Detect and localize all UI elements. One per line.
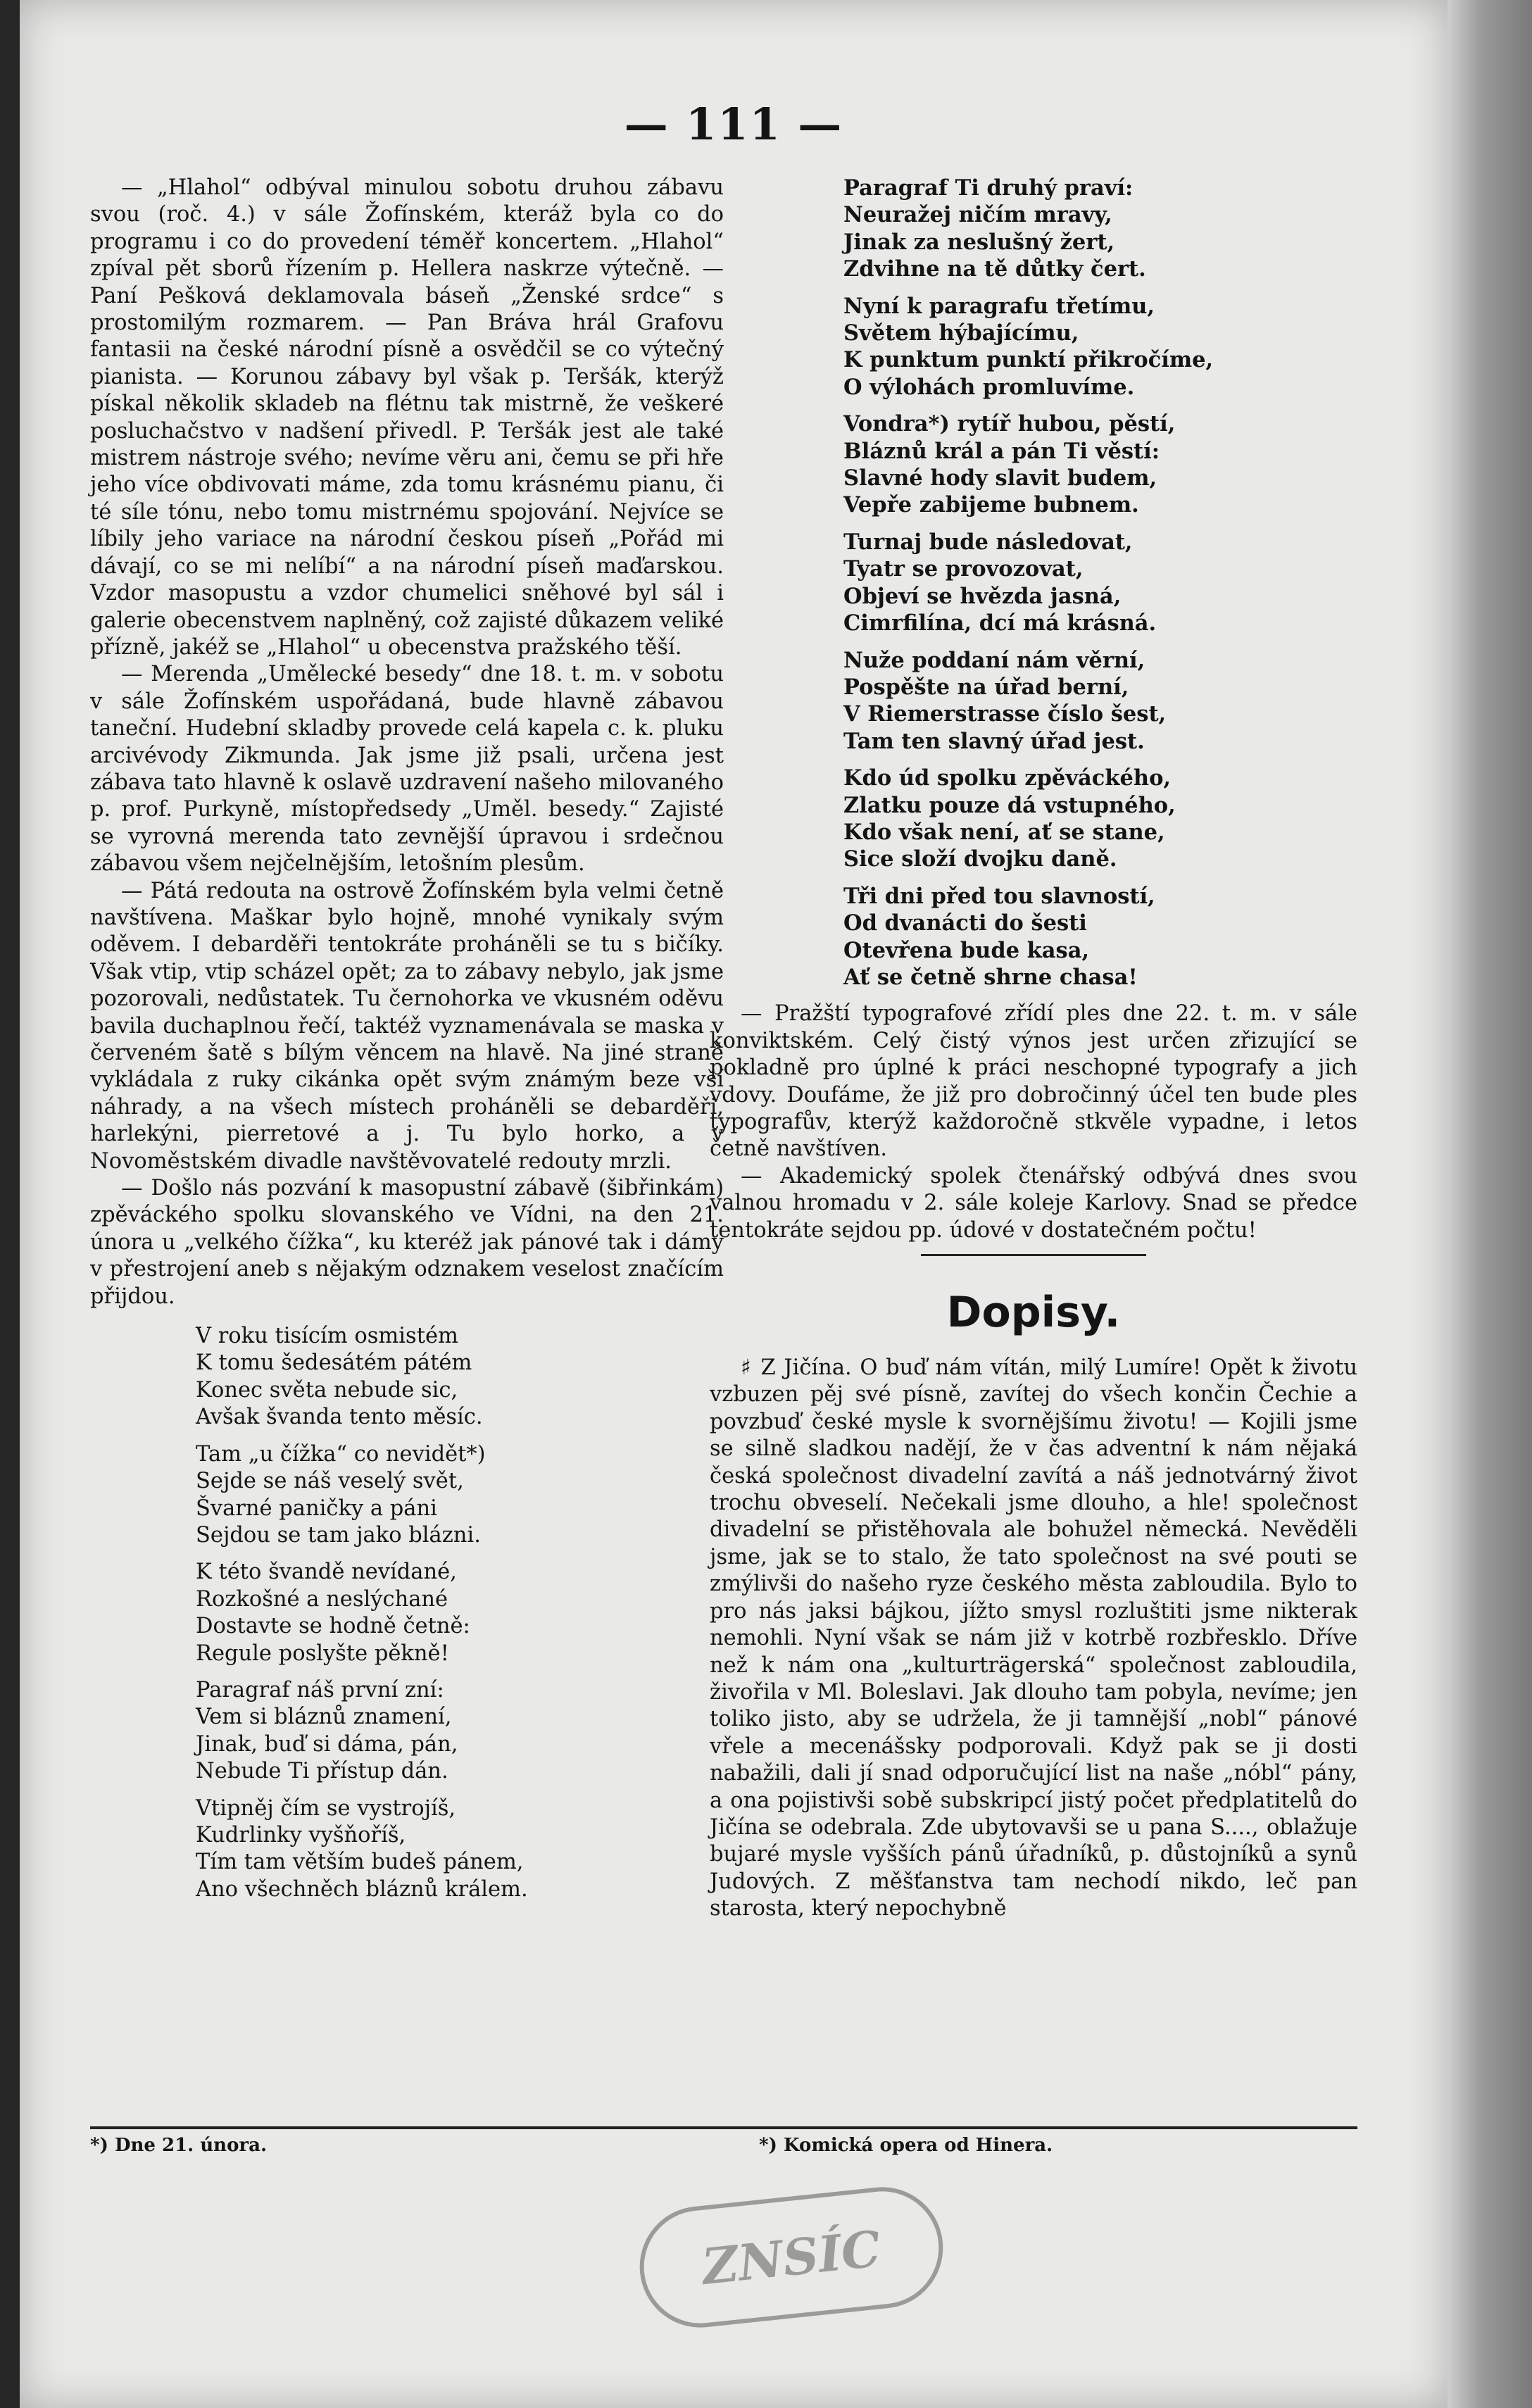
- poem-line: Švarné paničky a páni: [196, 1495, 437, 1521]
- article-redouta: — Pátá redouta na ostrově Žofínském byla velmi četně navštívena. Maškar bylo hojně, mnohé vynikaly svým oděvem. I debarděři tentokráte proháněli se tu s bičíky. Však vtip, vtip scházel opět; za to zábavy nebylo, jak jsme pozorovali, nedůstatek. Tu černohorka ve vkusném oděvu bavila duchaplnou řečí, taktéž vyznamenávala se maska v červeném šatě s bílým věncem na hlavě. Na jiné straně vykládala z ruky cikánka opět svým známým beze vší náhrady, a na všech místech proháněli se debarděři, harlekýni, pierretové a j. Tu bylo horko, a v Novoměstském divadle navštěvovatelé redouty mrzli.: [90, 878, 724, 1174]
- poem-line: Regule poslyšte pěkně!: [196, 1641, 449, 1666]
- poem-line: Nebude Ti přístup dán.: [196, 1759, 448, 1784]
- section-divider: [921, 1254, 1146, 1256]
- section-title-dopisy: Dopisy.: [946, 1288, 1121, 1338]
- poem-line: Jinak, buď si dáma, pán,: [196, 1731, 458, 1757]
- right-column: [710, 175, 1357, 1923]
- poem-line: Sejde se náš veselý svět,: [196, 1469, 464, 1494]
- footnote-rule: [90, 2126, 1357, 2129]
- footnote-right: *) Komická opera od Hinera.: [759, 2135, 1053, 2156]
- poem-line: K této švandě nevídané,: [196, 1560, 457, 1585]
- poem-line: V roku tisícím osmistém: [196, 1324, 458, 1349]
- article-typografove: — Pražští typografové zřídí ples dne 22. t. m. v sále konviktském. Celý čistý výnos jest určen zřizující se pokladně pro úplné k práci neschopné typografy a jich vdovy. Doufáme, že již pro dobročinný účel ten bude ples typografův, kterýž každoročně stkvěle vypadne, i letos četně navštíven.: [710, 1001, 1357, 1162]
- poem-line: K tomu šedesátém pátém: [196, 1350, 472, 1376]
- invitation-poem-part-1: [196, 1323, 724, 1903]
- poem-line: Cimrfilína, dcí má krásná.: [843, 610, 1157, 637]
- library-stamp: ZNSÍC: [634, 2181, 949, 2333]
- poem-line: Paragraf Ti druhý praví:: [843, 175, 1134, 201]
- poem-stanza: [196, 1323, 724, 1431]
- invitation-poem-part-2: [843, 175, 1357, 991]
- poem-line: Zlatku pouze dá vstupného,: [843, 792, 1176, 818]
- scan-edge-right: [1448, 0, 1532, 2408]
- poem-line: Tím tam větším budeš pánem,: [196, 1850, 524, 1875]
- poem-line: Vtipněj čím se vystrojíš,: [196, 1795, 456, 1821]
- poem-line: Vem si bláznů znamení,: [196, 1705, 452, 1730]
- article-invitation: — Došlo nás pozvání k masopustní zábavě (šibřinkám) zpěváckého spolku slovanského ve Vídni, na den 21. února u „velkého čížka“, ku kteréž jak pánové tak i dámy v přestrojení aneb s nějakým odznakem veselost značícím přijdou.: [90, 1176, 724, 1309]
- page-number: — 111 —: [624, 99, 843, 150]
- article-akademicky-spolek: — Akademický spolek čtenářský odbývá dnes svou valnou hromadu v 2. sále koleje Karlovy. Snad se předce tentokráte sejdou pp. údové v dostatečném počtu!: [710, 1163, 1357, 1243]
- poem-stanza: [843, 647, 1357, 755]
- poem-line: Rozkošné a neslýchané: [196, 1586, 448, 1612]
- poem-line: Ano všechněch bláznů králem.: [196, 1876, 528, 1902]
- poem-line: Slavné hody slavit budem,: [843, 465, 1157, 491]
- poem-line: Bláznů král a pán Ti věstí:: [843, 438, 1160, 464]
- poem-stanza: [196, 1559, 724, 1667]
- poem-line: Tyatr se provozovat,: [843, 556, 1084, 582]
- poem-stanza: [843, 175, 1357, 283]
- poem-line: V Riemerstrasse číslo šest,: [843, 701, 1167, 727]
- letter-z-jicina: ♯ Z Jičína. O buď nám vítán, milý Lumíre! Opět k životu vzbuzen pěj své písně, zavítej do všech končin Čechie a povzbuď české mysle k svornějšímu životu! — Kojili jsme se silně sladkou nadějí, že v čas adventní k nám nějaká česká společnost divadelní zavítá a náš jednotvárný život trochu obveselí. Nečekali jsme dlouho, a hle! společnost divadelní se přistěhovala ale bohužel německá. Nevěděli jsme, jak se to stalo, že tato společnost na své pouti se zmýlivši do našeho ryze českého města zabloudila. Bylo to pro nás jaksi bájkou, jížto smysl rozluštiti jsme nikterak nemohli. Nyní však se nám již v kotrbě rozbřesklo. Dříve než k nám ona „kulturträgerská“ společnost zabloudila, živořila v Ml. Boleslavi. Jak dlouho tam pobyla, nevíme; jen toliko jisto, aby se udržela, že ji tamnější „nobl“ pánové vřele a mecenášsky podporovali. Když pak se ji dosti nabažili, dali jí snad odporučující list na naše „nóbl“ pány, a ona pojistivši sobě subskripcí jistý počet předplatitelů do Jičína se odebrala. Zde ubytovavši se u pana S...., oblažuje bujaré mysle vyšších pánů úřadníků, p. důstojníků a synů Judových. Z měšťanstva tam nechodí nikdo, leč pan starosta, který nepochybně: [710, 1355, 1357, 1921]
- poem-line: Zdvihne na tě důtky čert.: [843, 256, 1146, 282]
- poem-stanza: [843, 529, 1357, 637]
- poem-line: Nuže poddaní nám věrní,: [843, 647, 1145, 673]
- poem-line: Paragraf náš první zní:: [196, 1677, 444, 1702]
- poem-line: Od dvanácti do šesti: [843, 910, 1087, 936]
- poem-line: Vondra*) rytíř hubou, pěstí,: [843, 411, 1176, 437]
- poem-stanza: [196, 1441, 724, 1550]
- poem-stanza: [843, 765, 1357, 873]
- footnote-left: *) Dne 21. února.: [90, 2135, 268, 2156]
- poem-stanza: [196, 1795, 724, 1904]
- poem-line: Avšak švanda tento měsíc.: [196, 1405, 483, 1430]
- poem-line: Kdo však není, ať se stane,: [843, 819, 1165, 845]
- poem-line: Světem hýbajícímu,: [843, 320, 1079, 346]
- poem-line: Tam ten slavný úřad jest.: [843, 728, 1145, 754]
- poem-stanza: [843, 410, 1357, 519]
- poem-line: Pospěšte na úřad berní,: [843, 674, 1129, 700]
- article-hlahol: — „Hlahol“ odbýval minulou sobotu druhou zábavu svou (roč. 4.) v sále Žofínském, kteráž byla co do programu i co do provedení téměř koncertem. „Hlahol“ zpíval pět sborů řízením p. Hellera naskrze výtečně. — Paní Pešková deklamovala báseň „Ženské srdce“ s prostomilým rozmarem. — Pan Bráva hrál Grafovu fantasii na české národní písně a osvědčil se co výtečný pianista. — Korunou zábavy byl však p. Teršák, kterýž pískal několik skladeb na flétnu tak mistrně, že veškeré posluchačstvo v nadšení přivedl. P. Teršák jest ale také mistrem nástroje svého; nevíme věru ani, čemu se při hře jeho více obdivovati máme, zda tomu krásnému pianu, či té síle tónu, nebo tomu mistrnému spojování. Nejvíce se líbily jeho variace na národní českou píseň „Pořád mi dávají, co se mi nelíbí“ a na národní píseň maďarskou. Vzdor masopustu a vzdor chumelici sněhové byl sál i galerie obecenstvem naplněný, což zajisté důkazem veliké přízně, jakéž se „Hlahol“ u obecenstva pražského těší.: [90, 175, 724, 660]
- newspaper-page: [20, 0, 1448, 2408]
- left-column: [90, 175, 724, 1913]
- poem-line: Vepře zabijeme bubnem.: [843, 492, 1139, 518]
- poem-line: Neuražej ničím mravy,: [843, 202, 1112, 228]
- poem-line: Jinak za neslušný žert,: [843, 229, 1115, 255]
- poem-line: Tři dni před tou slavností,: [843, 883, 1155, 909]
- poem-line: Turnaj bude následovat,: [843, 529, 1133, 555]
- poem-line: K punktum punktí přikročíme,: [843, 347, 1214, 373]
- poem-line: Nyní k paragrafu třetímu,: [843, 293, 1155, 319]
- article-merenda: — Merenda „Umělecké besedy“ dne 18. t. m. v sobotu v sále Žofínském uspořádaná, bude hlavně zábavou taneční. Hudební skladby provede celá kapela c. k. pluku arcivévody Zikmunda. Jak jsme již psali, určena jest zábava tato hlavně k oslavě uzdravení našeho milovaného p. prof. Purkyně, místopředsedy „Uměl. besedy.“ Zajisté se vyrovná merenda tato zevnější úpravou i srdečnou zábavou všem nejčelnějším, letošním plesům.: [90, 662, 724, 877]
- poem-line: O výlohách promluvíme.: [843, 374, 1135, 400]
- poem-line: Ať se četně shrne chasa!: [843, 964, 1138, 990]
- scan-edge-left: [0, 0, 20, 2408]
- poem-line: Kdo úd spolku zpěváckého,: [843, 765, 1172, 791]
- poem-line: Kudrlinky vyšňoříš,: [196, 1822, 406, 1848]
- poem-line: Sice složí dvojku daně.: [843, 846, 1117, 872]
- poem-line: Objeví se hvězda jasná,: [843, 583, 1122, 609]
- poem-line: Otevřena bude kasa,: [843, 937, 1090, 963]
- poem-stanza: [843, 293, 1357, 401]
- poem-line: Tam „u čížka“ co nevidět*): [196, 1441, 486, 1467]
- poem-stanza: [196, 1677, 724, 1786]
- poem-line: Konec světa nebude sic,: [196, 1377, 458, 1403]
- poem-line: Dostavte se hodně četně:: [196, 1614, 470, 1639]
- poem-line: Sejdou se tam jako blázni.: [196, 1522, 481, 1548]
- poem-stanza: [843, 883, 1357, 991]
